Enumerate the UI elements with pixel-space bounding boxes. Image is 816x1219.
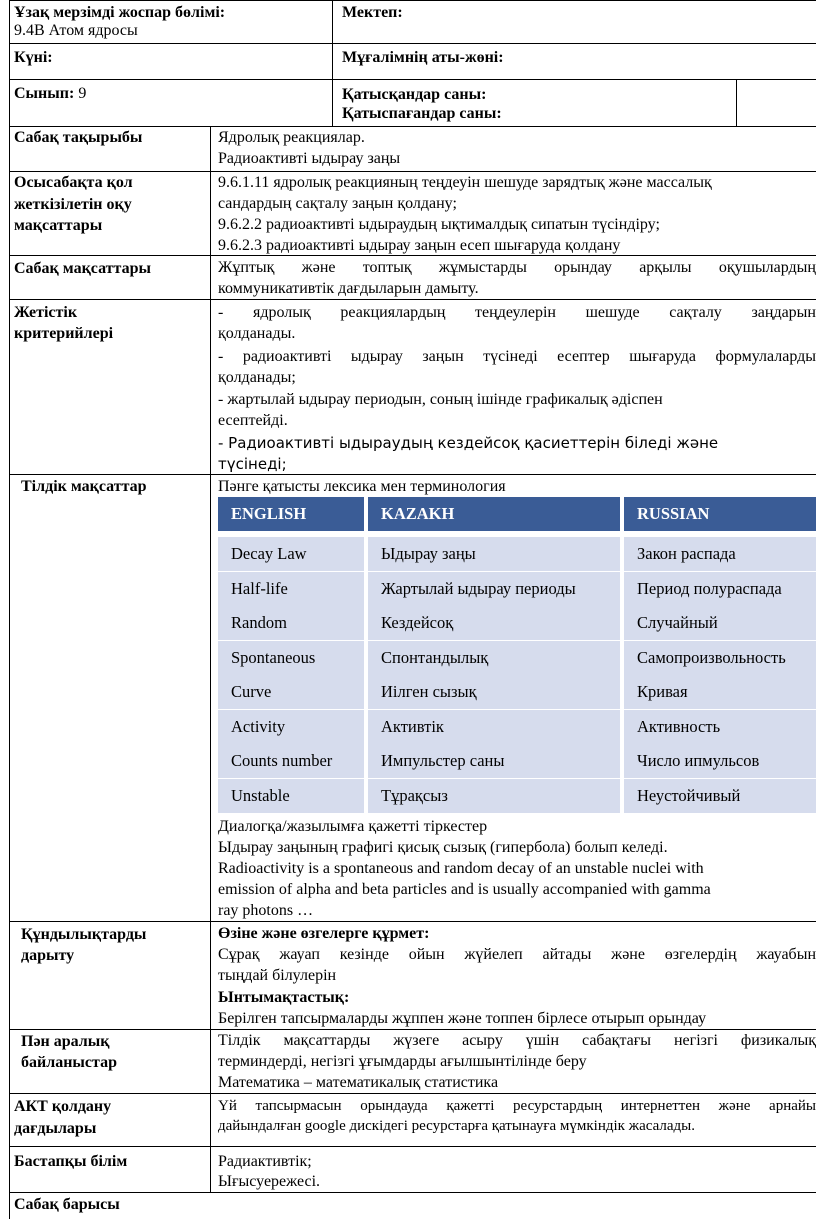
class-field bbox=[14, 84, 86, 104]
vocab-cell-kazakh: Импульстер саны bbox=[368, 744, 620, 778]
vocab-cell-russian: Закон распада bbox=[624, 537, 816, 571]
rule bbox=[9, 171, 816, 172]
rule bbox=[9, 1146, 816, 1147]
teacher-label: Мұғалімнің аты-жөні: bbox=[342, 49, 504, 66]
vocab-cell-english: Spontaneous bbox=[218, 641, 364, 675]
vocab-header-russian: RUSSIAN bbox=[624, 497, 816, 531]
topic-line: Радиоактивті ыдырау заңы bbox=[218, 150, 401, 167]
rule bbox=[9, 0, 816, 1]
vocab-cell-kazakh: Жартылай ыдырау периоды bbox=[368, 572, 620, 606]
vocab-cell-english: Unstable bbox=[218, 779, 364, 813]
cross-curricular-line: Тілдік мақсаттарды жүзеге асыру үшін сабақтағы негізгі физикалық bbox=[218, 1032, 816, 1049]
phrase-line: Ыдырау заңының графигі қисық сызық (гипербола) болып келеді. bbox=[218, 839, 668, 856]
lesson-plan-sheet bbox=[9, 0, 816, 1219]
criteria-line: қолданады. bbox=[218, 325, 296, 342]
vocab-cell-english: Decay Law bbox=[218, 537, 364, 571]
vocab-header-kazakh: KAZAKH bbox=[368, 497, 620, 531]
objectives-label: Осысабақта қол bbox=[14, 174, 133, 191]
goals-label: Сабақ мақсаттары bbox=[14, 260, 151, 277]
phrase-line: emission of alpha and beta particles and is usually accompanied with gamma bbox=[218, 881, 711, 898]
criteria-line: - ядролық реакциялардың теңдеулерін шешуде сақталу заңдарын bbox=[218, 304, 816, 321]
language-label: Тілдік мақсаттар bbox=[21, 478, 147, 495]
absent-label: Қатыспағандар саны: bbox=[342, 105, 502, 122]
class-value: 9 bbox=[78, 85, 87, 102]
date-label: Күні: bbox=[14, 49, 53, 66]
long-term-plan-label: Ұзақ мерзімді жоспар бөлімі: bbox=[14, 4, 226, 21]
vocab-cell-russian: Кривая bbox=[624, 675, 816, 709]
objective-line: 9.6.2.2 радиоактивті ыдыраудың ықтималдық сипатын түсіндіру; bbox=[218, 216, 660, 233]
criteria-label: Жетістік bbox=[14, 304, 78, 321]
criteria-line: қолданады; bbox=[218, 369, 296, 386]
goals-line: коммуникативтік дағдыларын дамыту. bbox=[218, 280, 479, 297]
vocab-row bbox=[218, 606, 816, 640]
objective-line: 9.6.1.11 ядролық реакцияның теңдеуін шешуде зарядтық және массалық bbox=[218, 174, 712, 191]
language-intro: Пәнге қатысты лексика мен терминология bbox=[218, 478, 506, 495]
values-label: Құндылықтарды bbox=[21, 926, 147, 943]
cross-curricular-line: терминдерді, негізгі ұғымдарды ағылшынтілінде беру bbox=[218, 1053, 587, 1070]
respect-line: Сұрақ жауап кезінде ойын жүйелеп айтады және өзгелердің жауабын bbox=[218, 946, 816, 963]
lesson-flow-label: Сабақ барысы bbox=[14, 1196, 120, 1213]
respect-title: Өзіне және өзгелерге құрмет: bbox=[218, 925, 430, 942]
vocab-row bbox=[218, 779, 816, 813]
rule bbox=[9, 1093, 816, 1094]
rule bbox=[9, 43, 816, 44]
vocab-cell-kazakh: Ыдырау заңы bbox=[368, 537, 620, 571]
class-label: Сынып: bbox=[14, 85, 75, 102]
objectives-label: жеткізілетін оқу bbox=[14, 196, 132, 213]
long-term-plan-value: 9.4В Атом ядросы bbox=[14, 22, 138, 39]
vocab-row bbox=[218, 641, 816, 675]
ict-line: Үй тапсырмасын орындауда қажетті ресурстардың интернеттен және арнайы bbox=[218, 1098, 816, 1114]
rule bbox=[9, 79, 816, 80]
vocabulary-table bbox=[218, 497, 816, 813]
cooperation-title: Ынтымақтастық: bbox=[218, 989, 350, 1006]
ict-label: АКТ қолдану bbox=[14, 1098, 112, 1115]
cross-curricular-line: Математика – математикалық статистика bbox=[218, 1074, 499, 1091]
criteria-line: - жартылай ыдырау периодын, соның ішінде графикалық әдіспен bbox=[218, 391, 663, 408]
prior-knowledge-line: Ығысуережесі. bbox=[218, 1173, 321, 1190]
rule bbox=[736, 79, 737, 126]
criteria-line: - Радиоактивті ыдыраудың кездейсоқ қасиеттерін біледі және bbox=[218, 434, 719, 452]
vocab-header-english: ENGLISH bbox=[218, 497, 364, 531]
rule bbox=[9, 126, 816, 127]
vocab-cell-english: Half-life bbox=[218, 572, 364, 606]
criteria-line: түсінеді; bbox=[218, 455, 287, 473]
present-label: Қатысқандар саны: bbox=[342, 86, 487, 103]
cross-curricular-label: байланыстар bbox=[21, 1054, 117, 1071]
vocab-cell-kazakh: Спонтандылық bbox=[368, 641, 620, 675]
rule bbox=[210, 126, 211, 1192]
phrase-line: Radioactivity is a spontaneous and random decay of an unstable nuclei with bbox=[218, 860, 704, 877]
values-label: дарыту bbox=[21, 947, 75, 964]
vocab-cell-russian: Самопроизвольность bbox=[624, 641, 816, 675]
topic-label: Сабақ тақырыбы bbox=[14, 129, 143, 146]
ict-line: дайындалған google дискідегі ресурстарға қатынауға мүмкіндік жасалады. bbox=[218, 1118, 695, 1134]
goals-line: Жұптық және топтық жұмыстарды орындау арқылы оқушылардың bbox=[218, 259, 816, 276]
rule bbox=[9, 0, 10, 1219]
vocab-cell-english: Curve bbox=[218, 675, 364, 709]
vocab-row bbox=[218, 537, 816, 571]
rule bbox=[9, 921, 816, 922]
vocab-cell-russian: Случайный bbox=[624, 606, 816, 640]
vocab-cell-kazakh: Тұрақсыз bbox=[368, 779, 620, 813]
vocab-cell-russian: Число ипмульсов bbox=[624, 744, 816, 778]
criteria-line: есептейді. bbox=[218, 412, 288, 429]
prior-knowledge-label: Бастапқы білім bbox=[14, 1153, 128, 1170]
respect-line: тыңдай білулерін bbox=[218, 967, 337, 984]
criteria-label: критерийлері bbox=[14, 325, 114, 342]
vocab-cell-english: Counts number bbox=[218, 744, 364, 778]
cross-curricular-label: Пән аралық bbox=[21, 1033, 110, 1050]
vocab-cell-russian: Активность bbox=[624, 710, 816, 744]
objectives-label: мақсаттары bbox=[14, 217, 103, 234]
vocab-cell-kazakh: Иілген сызық bbox=[368, 675, 620, 709]
rule bbox=[332, 0, 333, 126]
vocab-row bbox=[218, 675, 816, 709]
school-label: Мектеп: bbox=[342, 4, 403, 21]
cooperation-text: Берілген тапсырмаларды жұппен және топпен бірлесе отырып орындау bbox=[218, 1010, 707, 1027]
vocab-row bbox=[218, 744, 816, 778]
vocab-cell-english: Random bbox=[218, 606, 364, 640]
vocab-cell-kazakh: Активтік bbox=[368, 710, 620, 744]
prior-knowledge-line: Радиактивтік; bbox=[218, 1153, 312, 1170]
topic-line: Ядролық реакциялар. bbox=[218, 129, 365, 146]
phrase-line: ray photons … bbox=[218, 902, 314, 919]
criteria-line: - радиоактивті ыдырау заңын түсінеді есептер шығаруда формулаларды bbox=[218, 348, 816, 365]
rule bbox=[9, 299, 816, 300]
rule bbox=[9, 1192, 816, 1193]
objective-line: 9.6.2.3 радиоактивті ыдырау заңын есеп шығаруда қолдану bbox=[218, 237, 621, 254]
vocab-cell-english: Activity bbox=[218, 710, 364, 744]
rule bbox=[9, 1029, 816, 1030]
vocab-cell-russian: Неустойчивый bbox=[624, 779, 816, 813]
vocab-row bbox=[218, 572, 816, 606]
ict-label: дағдылары bbox=[14, 1120, 97, 1137]
objective-line: сандардың сақталу заңын қолдану; bbox=[218, 195, 457, 212]
vocab-header-row bbox=[218, 497, 816, 531]
vocab-row bbox=[218, 710, 816, 744]
rule bbox=[9, 474, 816, 475]
vocab-cell-kazakh: Кездейсоқ bbox=[368, 606, 620, 640]
phrases-title: Диалогқа/жазылымға қажетті тіркестер bbox=[218, 818, 488, 835]
vocab-cell-russian: Период полураспада bbox=[624, 572, 816, 606]
